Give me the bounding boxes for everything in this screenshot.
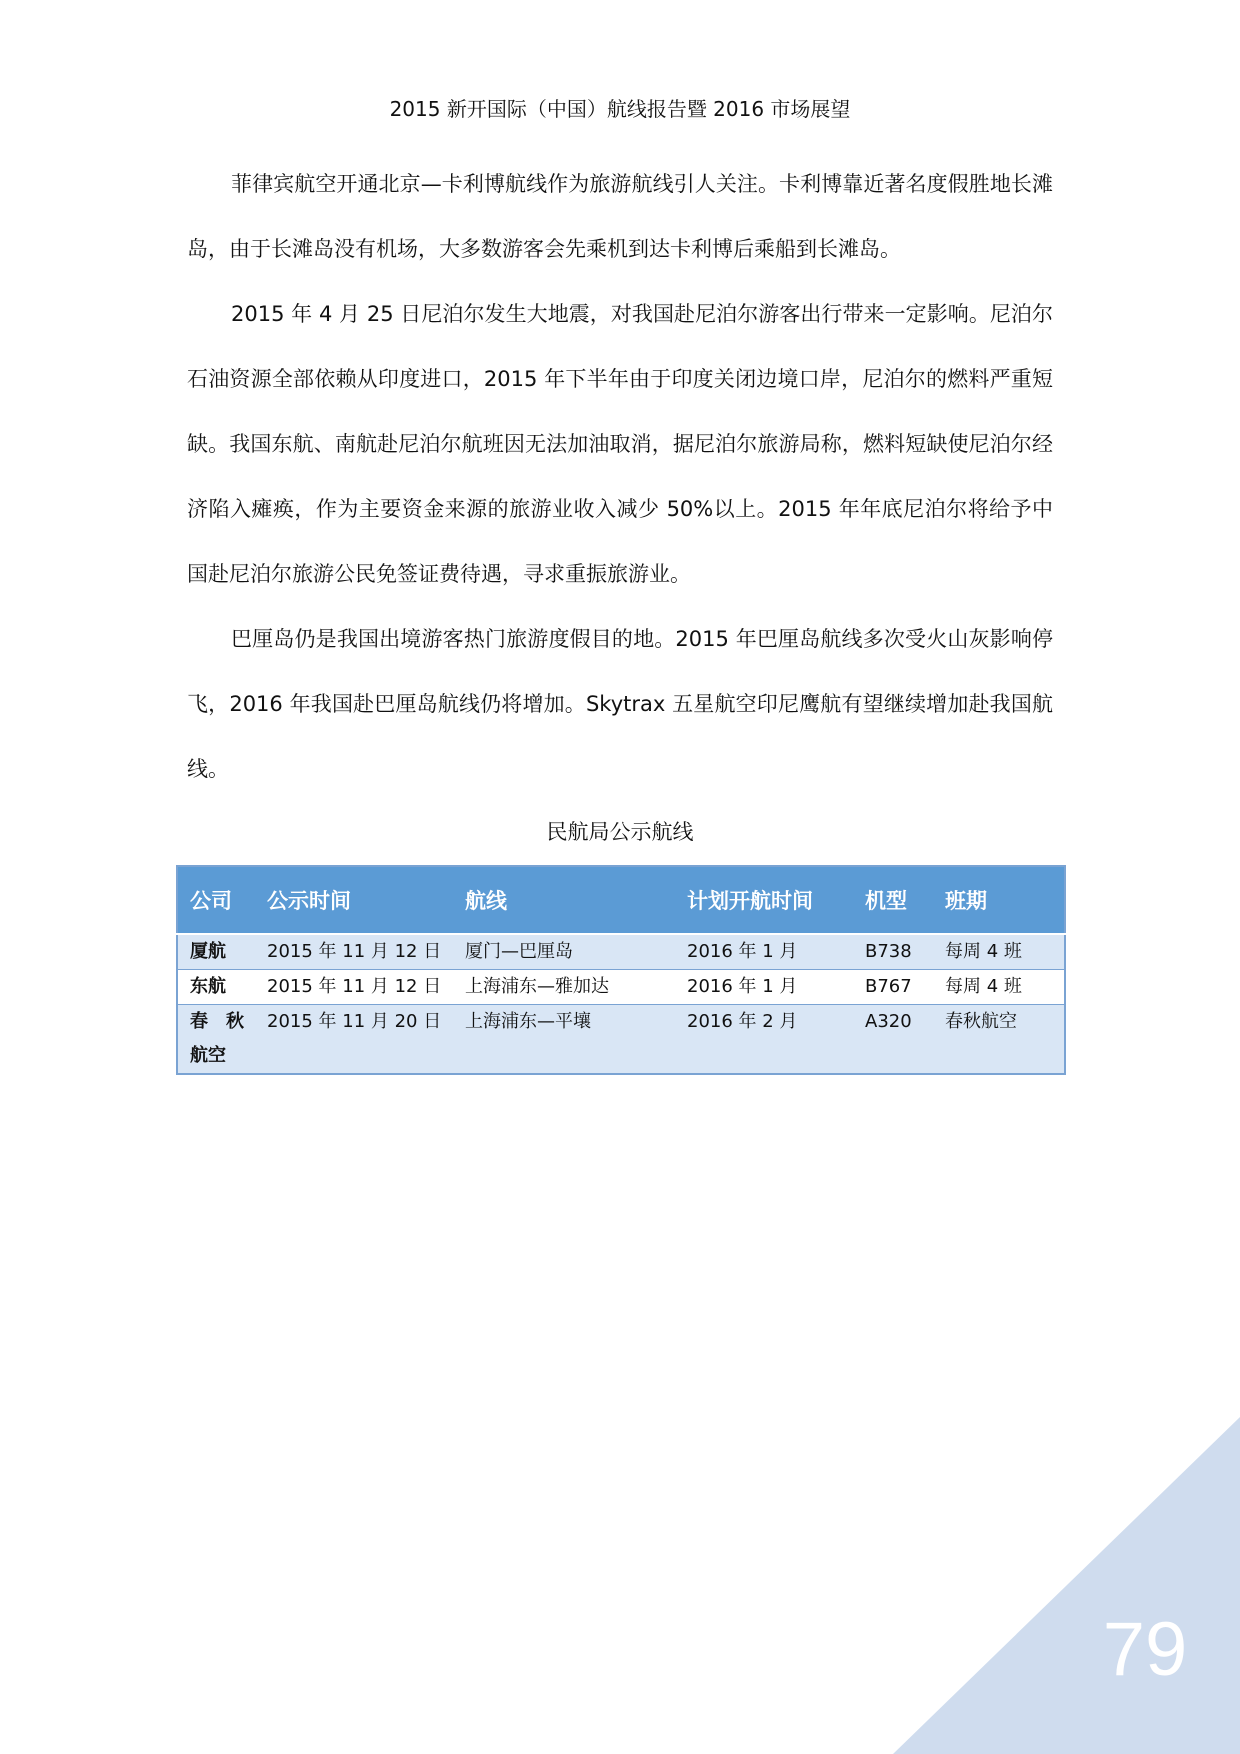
cell-company: 厦航	[177, 934, 255, 970]
header-schedule: 班期	[933, 866, 1065, 934]
cell-route: 上海浦东—雅加达	[453, 970, 675, 1005]
cell-schedule: 每周 4 班	[933, 970, 1065, 1005]
cell-announce-date: 2015 年 11 月 12 日	[255, 970, 453, 1005]
paragraph-philippine-airlines: 菲律宾航空开通北京—卡利博航线作为旅游航线引人关注。卡利博靠近著名度假胜地长滩岛，由于长滩岛没有机场，大多数游客会先乘机到达卡利博后乘船到长滩岛。	[187, 172, 1053, 261]
cell-announce-date: 2015 年 11 月 12 日	[255, 934, 453, 970]
page-header: 2015 新开国际（中国）航线报告暨 2016 市场展望	[389, 97, 851, 121]
cell-company: 东航	[177, 970, 255, 1005]
cell-aircraft: B738	[853, 934, 933, 970]
cell-aircraft: A320	[853, 1005, 933, 1075]
paragraph-bali: 巴厘岛仍是我国出境游客热门旅游度假目的地。2015 年巴厘岛航线多次受火山灰影响停飞，2016 年我国赴巴厘岛航线仍将增加。Skytrax 五星航空印尼鹰航有望继续增加赴我国航线。	[187, 627, 1053, 781]
header-announce-date: 公示时间	[255, 866, 453, 934]
cell-route: 厦门—巴厘岛	[453, 934, 675, 970]
cell-route: 上海浦东—平壤	[453, 1005, 675, 1075]
cell-schedule: 每周 4 班	[933, 934, 1065, 970]
cell-aircraft: B767	[853, 970, 933, 1005]
header-planned-start: 计划开航时间	[675, 866, 853, 934]
table-title: 民航局公示航线	[546, 820, 694, 844]
cell-planned-start: 2016 年 1 月	[675, 934, 853, 970]
corner-triangle	[893, 1417, 1240, 1754]
cell-schedule: 春秋航空	[933, 1005, 1065, 1075]
paragraph-nepal: 2015 年 4 月 25 日尼泊尔发生大地震，对我国赴尼泊尔游客出行带来一定影响。尼泊尔石油资源全部依赖从印度进口，2015 年下半年由于印度关闭边境口岸，尼泊尔的燃料严重短缺。我国东航、南航赴尼泊尔航班因无法加油取消，据尼泊尔旅游局称，燃料短缺使尼泊尔经济陷入瘫痪，作为主要资金来源的旅游业收入减少 50%以上。2015 年年底尼泊尔将给予中国赴尼泊尔旅游公民免签证费待遇，寻求重振旅游业。	[187, 302, 1053, 586]
page-number: 79	[1102, 1607, 1188, 1692]
cell-planned-start: 2016 年 1 月	[675, 970, 853, 1005]
header-route: 航线	[453, 866, 675, 934]
cell-company: 春 秋航空	[177, 1005, 255, 1075]
cell-planned-start: 2016 年 2 月	[675, 1005, 853, 1075]
header-aircraft: 机型	[853, 866, 933, 934]
header-company: 公司	[177, 866, 255, 934]
cell-announce-date: 2015 年 11 月 20 日	[255, 1005, 453, 1075]
